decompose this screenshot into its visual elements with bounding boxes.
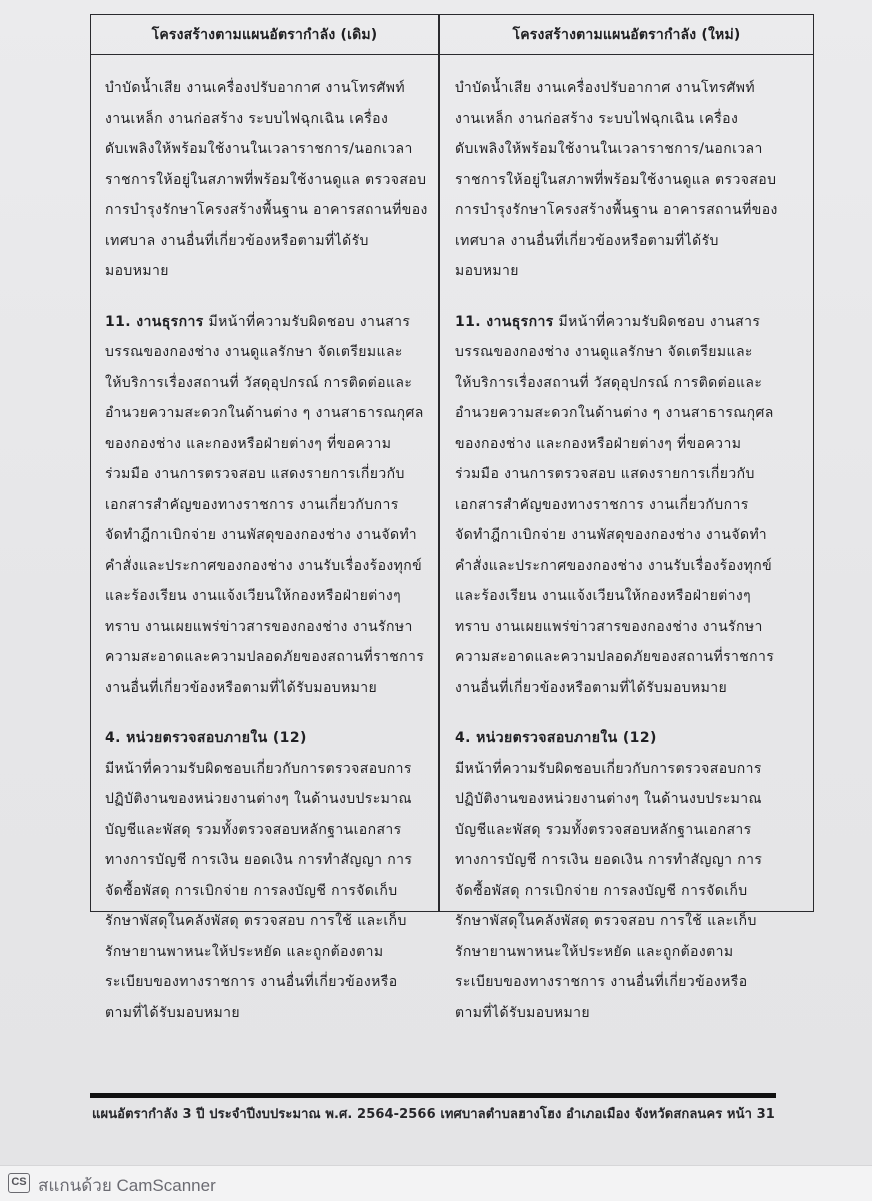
text-line: การบำรุงรักษาโครงสร้างพื้นฐาน อาคารสถานที่ของ [105, 202, 428, 218]
text-line: ร่วมมือ งานการตรวจสอบ แสดงรายการเกี่ยวกับ [455, 466, 755, 482]
column-new [455, 73, 795, 1028]
text-line: ของกองช่าง และกองหรือฝ่ายต่างๆ ที่ขอความ [105, 435, 392, 452]
header-new-structure: โครงสร้างตามแผนอัตรากำลัง (ใหม่) [512, 27, 741, 43]
section-11-admin [105, 307, 430, 704]
column-old [105, 73, 430, 1028]
text-line: ราชการให้อยู่ในสภาพที่พร้อมใช้งานดูแล ตรวจสอบ [455, 171, 777, 188]
text-line: ทางการบัญชี การเงิน ยอดเงิน การทำสัญญา การ [105, 852, 413, 868]
text-line: ปฏิบัติงานของหน่วยงานต่างๆ ในด้านงบประมาณ [105, 791, 412, 807]
text-line: รักษายานพาหนะให้ประหยัด และถูกต้องตาม [105, 943, 384, 960]
text-line: งานอื่นที่เกี่ยวข้องหรือตามที่ได้รับมอบหมาย [105, 679, 378, 696]
intro-paragraph [105, 73, 430, 287]
comparison-table [90, 14, 814, 1021]
text-line: จัดซื้อพัสดุ การเบิกจ่าย การลงบัญชี การจัดเก็บ [105, 882, 398, 899]
text-line: บัญชีและพัสดุ รวมทั้งตรวจสอบหลักฐานเอกสาร [455, 821, 752, 838]
section-lead-text: มีหน้าที่ความรับผิดชอบ งานสาร [553, 313, 761, 330]
text-line: ร่วมมือ งานการตรวจสอบ แสดงรายการเกี่ยวกับ [105, 466, 405, 482]
text-line: ทางการบัญชี การเงิน ยอดเงิน การทำสัญญา การ [455, 852, 763, 868]
intro-paragraph [455, 73, 795, 287]
text-line: ของกองช่าง และกองหรือฝ่ายต่างๆ ที่ขอความ [455, 435, 742, 452]
text-line: งานอื่นที่เกี่ยวข้องหรือตามที่ได้รับมอบหมาย [455, 679, 728, 696]
text-line: บรรณของกองช่าง งานดูแลรักษา จัดเตรียมและ [105, 344, 403, 360]
text-line: ตามที่ได้รับมอบหมาย [105, 1004, 240, 1021]
section-heading: 4. หน่วยตรวจสอบภายใน (12) [105, 730, 307, 746]
text-line: เอกสารสำคัญของทางราชการ งานเกี่ยวกับการ [455, 496, 749, 513]
text-line: มอบหมาย [455, 263, 519, 279]
section-lead-text: มีหน้าที่ความรับผิดชอบ งานสาร [203, 313, 411, 330]
text-line: ปฏิบัติงานของหน่วยงานต่างๆ ในด้านงบประมาณ [455, 791, 762, 807]
text-line: ให้บริการเรื่องสถานที่ วัสดุอุปกรณ์ การติดต่อและ [105, 374, 413, 391]
text-line: งานเหล็ก งานก่อสร้าง ระบบไฟฉุกเฉิน เครื่อง [455, 110, 739, 127]
text-line: การบำรุงรักษาโครงสร้างพื้นฐาน อาคารสถานที่ของ [455, 202, 778, 218]
text-line: มีหน้าที่ความรับผิดชอบเกี่ยวกับการตรวจสอบการ [455, 760, 762, 777]
section-heading: 11. งานธุรการ [105, 313, 204, 330]
text-line: เอกสารสำคัญของทางราชการ งานเกี่ยวกับการ [105, 496, 399, 513]
text-line: ตามที่ได้รับมอบหมาย [455, 1004, 590, 1021]
text-line: เทศบาล งานอื่นที่เกี่ยวข้องหรือตามที่ได้รับ [105, 232, 369, 249]
section-4-internal-audit [455, 723, 795, 1028]
section-4-internal-audit [105, 723, 430, 1028]
text-line: คำสั่งและประกาศของกองช่าง งานรับเรื่องร้องทุกข์ [105, 557, 423, 574]
text-line: ความสะอาดและความปลอดภัยของสถานที่ราชการ [105, 649, 425, 665]
text-line: ดับเพลิงให้พร้อมใช้งานในเวลาราชการ/นอกเวลา [455, 141, 763, 157]
text-line: คำสั่งและประกาศของกองช่าง งานรับเรื่องร้องทุกข์ [455, 557, 773, 574]
column-divider [438, 15, 440, 911]
section-11-admin [455, 307, 795, 704]
section-heading: 4. หน่วยตรวจสอบภายใน (12) [455, 730, 657, 746]
text-line: งานเหล็ก งานก่อสร้าง ระบบไฟฉุกเฉิน เครื่อง [105, 110, 389, 127]
text-line: อำนวยความสะดวกในด้านต่าง ๆ งานสาธารณกุศล [105, 405, 424, 421]
text-line: มอบหมาย [105, 263, 169, 279]
section-first-line [455, 307, 795, 338]
footer-rule [90, 1093, 776, 1098]
page-footer: แผนอัตรากำลัง 3 ปี ประจำปีงบประมาณ พ.ศ. 2564-2566 เทศบาลตำบลฮางโฮง อำเภอเมือง จังหวัดสกลนคร หน้า 31 [92, 1107, 775, 1122]
text-line: ให้บริการเรื่องสถานที่ วัสดุอุปกรณ์ การติดต่อและ [455, 374, 763, 391]
scanner-label: สแกนด้วย CamScanner [38, 1176, 216, 1195]
table-header-row [91, 15, 813, 55]
text-line: ราชการให้อยู่ในสภาพที่พร้อมใช้งานดูแล ตรวจสอบ [105, 171, 427, 188]
text-line: และร้องเรียน งานแจ้งเวียนให้กองหรือฝ่ายต่างๆ [105, 588, 402, 604]
text-line: ทราบ งานเผยแพร่ข่าวสารของกองช่าง งานรักษา [105, 618, 413, 635]
text-line: อำนวยความสะดวกในด้านต่าง ๆ งานสาธารณกุศล [455, 405, 774, 421]
text-line: จัดซื้อพัสดุ การเบิกจ่าย การลงบัญชี การจัดเก็บ [455, 882, 748, 899]
text-line: ระเบียบของทางราชการ งานอื่นที่เกี่ยวข้องหรือ [455, 974, 748, 990]
text-line: บรรณของกองช่าง งานดูแลรักษา จัดเตรียมและ [455, 344, 753, 360]
text-line: รักษายานพาหนะให้ประหยัด และถูกต้องตาม [455, 943, 734, 960]
text-line: ความสะอาดและความปลอดภัยของสถานที่ราชการ [455, 649, 775, 665]
text-line: บัญชีและพัสดุ รวมทั้งตรวจสอบหลักฐานเอกสาร [105, 821, 402, 838]
text-line: รักษาพัสดุในคลังพัสดุ ตรวจสอบ การใช้ และเก็บ [455, 913, 757, 929]
text-line: ระเบียบของทางราชการ งานอื่นที่เกี่ยวข้องหรือ [105, 974, 398, 990]
text-line: ทราบ งานเผยแพร่ข่าวสารของกองช่าง งานรักษา [455, 618, 763, 635]
text-line: เทศบาล งานอื่นที่เกี่ยวข้องหรือตามที่ได้รับ [455, 232, 719, 249]
text-line: รักษาพัสดุในคลังพัสดุ ตรวจสอบ การใช้ และเก็บ [105, 913, 407, 929]
text-line: บำบัดน้ำเสีย งานเครื่องปรับอากาศ งานโทรศัพท์ [455, 80, 756, 96]
header-old-structure: โครงสร้างตามแผนอัตรากำลัง (เดิม) [151, 27, 378, 43]
text-line: บำบัดน้ำเสีย งานเครื่องปรับอากาศ งานโทรศัพท์ [105, 80, 406, 96]
text-line: จัดทำฎีกาเบิกจ่าย งานพัสดุของกองช่าง งานจัดทำ [455, 527, 767, 543]
camscanner-logo-icon: CS [8, 1173, 30, 1193]
text-line: มีหน้าที่ความรับผิดชอบเกี่ยวกับการตรวจสอบการ [105, 760, 412, 777]
text-line: และร้องเรียน งานแจ้งเวียนให้กองหรือฝ่ายต่างๆ [455, 588, 752, 604]
scanner-watermark-bar [0, 1165, 872, 1201]
text-line: จัดทำฎีกาเบิกจ่าย งานพัสดุของกองช่าง งานจัดทำ [105, 527, 417, 543]
section-heading: 11. งานธุรการ [455, 313, 554, 330]
section-first-line [105, 307, 430, 338]
text-line: ดับเพลิงให้พร้อมใช้งานในเวลาราชการ/นอกเวลา [105, 141, 413, 157]
